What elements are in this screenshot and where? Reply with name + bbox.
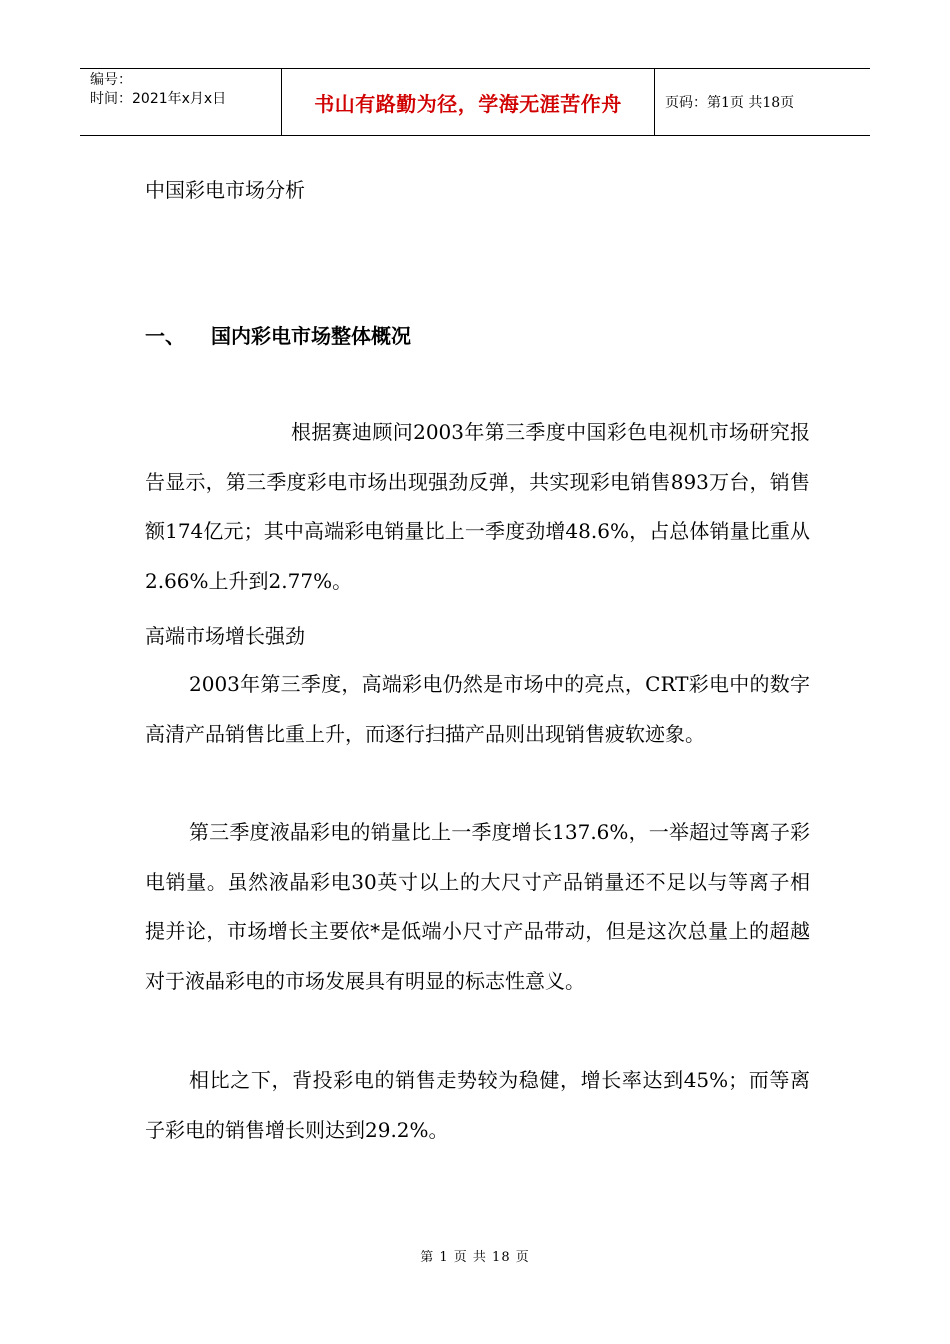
number-label: 编号：: [90, 72, 132, 88]
paragraph-projection: 相比之下，背投彩电的销售走势较为稳健，增长率达到45%；而等离子彩电的销售增长则达到29.2%。: [145, 1068, 810, 1142]
subheading: 高端市场增长强劲: [145, 624, 305, 648]
page-footer: 第 1 页 共 18 页: [420, 1250, 530, 1265]
paragraph-lcd: 第三季度液晶彩电的销量比上一季度增长137.6%，一举超过等离子彩电销量。虽然液晶彩电30英寸以上的大尺寸产品销量还不足以与等离子相提并论，市场增长主要依*是低端小尺寸产品带动，但是这次总量上的超越对于液晶彩电的市场发展具有明显的标志性意义。: [145, 820, 810, 993]
document-title: 中国彩电市场分析: [145, 178, 305, 202]
page-info-cell: [655, 69, 870, 135]
motto-text: 书山有路勤为径，学海无涯苦作舟: [314, 91, 622, 116]
section-number: 一、: [145, 324, 185, 348]
header-table: [80, 68, 870, 136]
page-label: 页码：第1页 共18页: [665, 95, 795, 111]
section-heading: [145, 320, 810, 349]
header-info-cell: [80, 69, 282, 135]
section-title: 国内彩电市场整体概况: [211, 324, 411, 348]
motto-cell: [282, 69, 655, 135]
paragraph-overview: 根据赛迪顾问2003年第三季度中国彩色电视机市场研究报告显示，第三季度彩电市场出现强劲反弹，共实现彩电销售893万台，销售额174亿元；其中高端彩电销量比上一季度劲增48.6%，占总体销量比重从2.66%上升到2.77%。: [145, 420, 810, 593]
paragraph-high-end: 2003年第三季度，高端彩电仍然是市场中的亮点，CRT彩电中的数字高清产品销售比重上升，而逐行扫描产品则出现销售疲软迹象。: [145, 672, 810, 746]
date-label: 时间：2021年x月x日: [90, 91, 227, 107]
